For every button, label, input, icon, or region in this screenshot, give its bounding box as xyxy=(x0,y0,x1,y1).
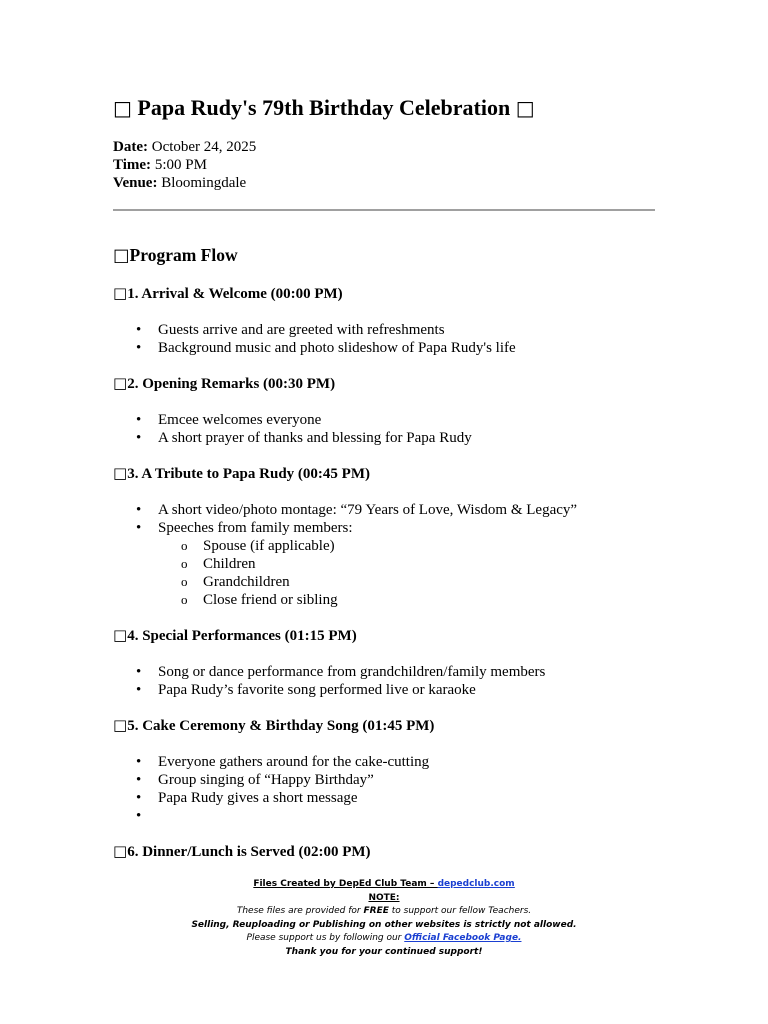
footer-credit-text: Files Created by DepEd Club Team – xyxy=(253,879,438,889)
section-heading xyxy=(113,284,656,303)
time-row xyxy=(113,156,656,174)
footer-warning: Selling, Reuploading or Publishing on other websites is strictly not allowed. xyxy=(191,919,577,930)
page-footer xyxy=(0,878,768,959)
list-item: • Papa Rudy gives a short message xyxy=(158,789,656,807)
footer-credit xyxy=(0,878,768,892)
empty-list-item xyxy=(158,807,656,825)
section-list xyxy=(113,411,656,447)
section-title: 1. Arrival & Welcome (00:00 PM) xyxy=(127,286,343,302)
time-value: 5:00 PM xyxy=(154,157,207,173)
footer-note-label: NOTE: xyxy=(368,892,400,903)
section-icon: □ xyxy=(113,842,128,860)
list-item-text: Speeches from family members: xyxy=(158,520,353,536)
section-title: 4. Special Performances (01:15 PM) xyxy=(127,628,357,644)
depedclub-link[interactable]: depedclub.com xyxy=(437,879,515,889)
section-icon: □ xyxy=(113,284,128,302)
section-title: 5. Cake Ceremony & Birthday Song (01:45 PM) xyxy=(127,718,435,734)
list-item: • Song or dance performance from grandchildren/family members xyxy=(158,663,656,681)
list-item: • Papa Rudy’s favorite song performed live or karaoke xyxy=(158,681,656,699)
footer-support-text: Please support us by following our xyxy=(246,933,405,943)
list-item: • Emcee welcomes everyone xyxy=(158,411,656,429)
footer-thanks: Thank you for your continued support! xyxy=(285,946,483,957)
section-title: 6. Dinner/Lunch is Served (02:00 PM) xyxy=(127,844,371,860)
program-icon: □ xyxy=(113,246,130,266)
section-icon: □ xyxy=(113,716,128,734)
section-icon: □ xyxy=(113,374,128,392)
footer-free-b: FREE xyxy=(363,906,389,916)
sub-list-item: o Close friend or sibling xyxy=(203,591,656,609)
event-details xyxy=(113,138,656,192)
page-title xyxy=(113,94,656,122)
section-heading xyxy=(113,626,656,645)
venue-value: Bloomingdale xyxy=(161,175,247,191)
section-icon: □ xyxy=(113,464,128,482)
section-title: 2. Opening Remarks (00:30 PM) xyxy=(127,376,336,392)
program-heading-text: Program Flow xyxy=(129,245,238,265)
facebook-page-link[interactable]: Official Facebook Page. xyxy=(404,933,522,943)
document-body xyxy=(113,94,656,861)
section-heading xyxy=(113,716,656,735)
list-item: • Everyone gathers around for the cake-cutting xyxy=(158,753,656,771)
footer-support xyxy=(0,932,768,946)
balloon-icon: □ xyxy=(515,96,535,120)
footer-free-c: to support our fellow Teachers. xyxy=(388,906,532,916)
section-heading xyxy=(113,842,656,861)
section-heading xyxy=(113,464,656,483)
section-list xyxy=(113,753,656,825)
list-item: • Group singing of “Happy Birthday” xyxy=(158,771,656,789)
footer-free-a: These files are provided for xyxy=(236,906,364,916)
sub-list xyxy=(158,537,656,609)
section-list xyxy=(113,321,656,357)
list-item: • Guests arrive and are greeted with refreshments xyxy=(158,321,656,339)
sub-list-item: o Grandchildren xyxy=(203,573,656,591)
venue-row xyxy=(113,174,656,192)
list-item: • A short video/photo montage: “79 Years of Love, Wisdom & Legacy” xyxy=(158,501,656,519)
list-item: • Background music and photo slideshow of Papa Rudy's life xyxy=(158,339,656,357)
title-text: Papa Rudy's 79th Birthday Celebration xyxy=(137,95,511,120)
section-icon: □ xyxy=(113,626,128,644)
party-icon: □ xyxy=(113,96,132,120)
section-title: 3. A Tribute to Papa Rudy (00:45 PM) xyxy=(127,466,370,482)
footer-free-notice xyxy=(0,905,768,919)
sub-list-item: o Children xyxy=(203,555,656,573)
list-item: • A short prayer of thanks and blessing for Papa Rudy xyxy=(158,429,656,447)
divider xyxy=(113,209,655,211)
program-heading xyxy=(113,244,656,267)
list-item xyxy=(158,519,656,609)
section-list xyxy=(113,501,656,609)
venue-label: Venue: xyxy=(113,175,158,191)
section-list xyxy=(113,663,656,699)
date-value: October 24, 2025 xyxy=(151,139,257,155)
date-label: Date: xyxy=(113,139,148,155)
section-heading xyxy=(113,374,656,393)
date-row xyxy=(113,138,656,156)
time-label: Time: xyxy=(113,157,152,173)
sub-list-item: o Spouse (if applicable) xyxy=(203,537,656,555)
